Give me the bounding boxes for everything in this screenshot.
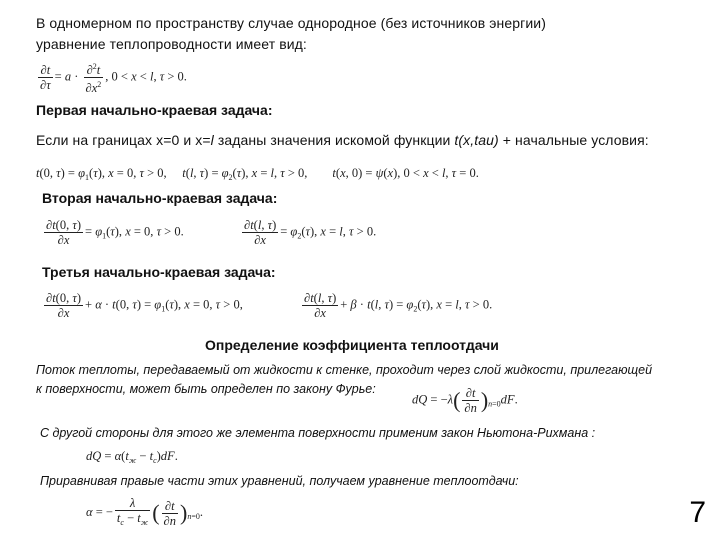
heat-equation: $\frac{\partial t}{\partial\tau}$ = a · $\frac{\partial^2t}{\partial x^2}$ , 0 < x < l, τ > 0. [40, 62, 187, 96]
heat-transfer-equation: α = − $\frac{\lambda}{t_c - t_ж}$ ( $\frac{\partial t}{\partial n}$ )$_{n=0}$. [86, 496, 203, 528]
second-problem-eq-right: $\frac{\partial t(l, \tau)}{\partial x}$ = $\varphi_2(\tau)$, x = l, τ > 0. [244, 218, 377, 247]
second-problem-heading: Вторая начально-краевая задача: [42, 190, 278, 206]
intro-line-1: В одномерном по пространству случае однородное (без источников энергии) [36, 15, 546, 31]
equate-line: Приравнивая правые части этих уравнений, получаем уравнение теплоотдачи: [40, 474, 519, 488]
fourier-law-equation: dQ = −λ( $\frac{\partial t}{\partial n}$ )$_{n=0}dF$. [412, 386, 518, 415]
flux-line-2: к поверхности, может быть определен по закону Фурье: [36, 382, 376, 396]
first-problem-heading: Первая начально-краевая задача: [36, 102, 273, 118]
second-problem-eq-left: $\frac{\partial t(0, \tau)}{\partial x}$ = $\varphi_1(\tau)$, x = 0, τ > 0. [46, 218, 184, 247]
third-problem-heading: Третья начально-краевая задача: [42, 264, 276, 280]
coefficient-heading: Определение коэффициента теплоотдачи [205, 337, 499, 353]
first-problem-text: Если на границах x=0 и x=l заданы значения искомой функции t(x,tau) + начальные условия: [36, 132, 649, 148]
third-problem-eq-right: $\frac{\partial t(l, \tau)}{\partial x}$ + β · t(l, $\tau) = \varphi_2(\tau)$, x = l, τ > 0. [304, 291, 493, 320]
first-problem-equations: t(0, $\tau) = \varphi_1(\tau)$, x = 0, τ > 0, t(l, $\tau) = \varphi_2(\tau)$, x = l, τ > 0, t(x, 0) = ψ(x), 0 < x < l, τ = 0. [36, 166, 479, 182]
newton-richmann-equation: dQ = $\alpha(t_ж - t_c)dF$. [86, 449, 178, 465]
intro-line-2: уравнение теплопроводности имеет вид: [36, 36, 307, 52]
flux-line-1: Поток теплоты, передаваемый от жидкости к стенке, проходит через слой жидкости, прилегающей [36, 363, 653, 377]
third-problem-eq-left: $\frac{\partial t(0, \tau)}{\partial x}$ + α · t(0, $\tau) = \varphi_1(\tau)$, x = 0, τ > 0, [46, 291, 243, 320]
page-number: 7 [689, 496, 706, 529]
newton-richmann-line: С другой стороны для этого же элемента поверхности применим закон Ньютона-Рихмана : [40, 426, 596, 440]
